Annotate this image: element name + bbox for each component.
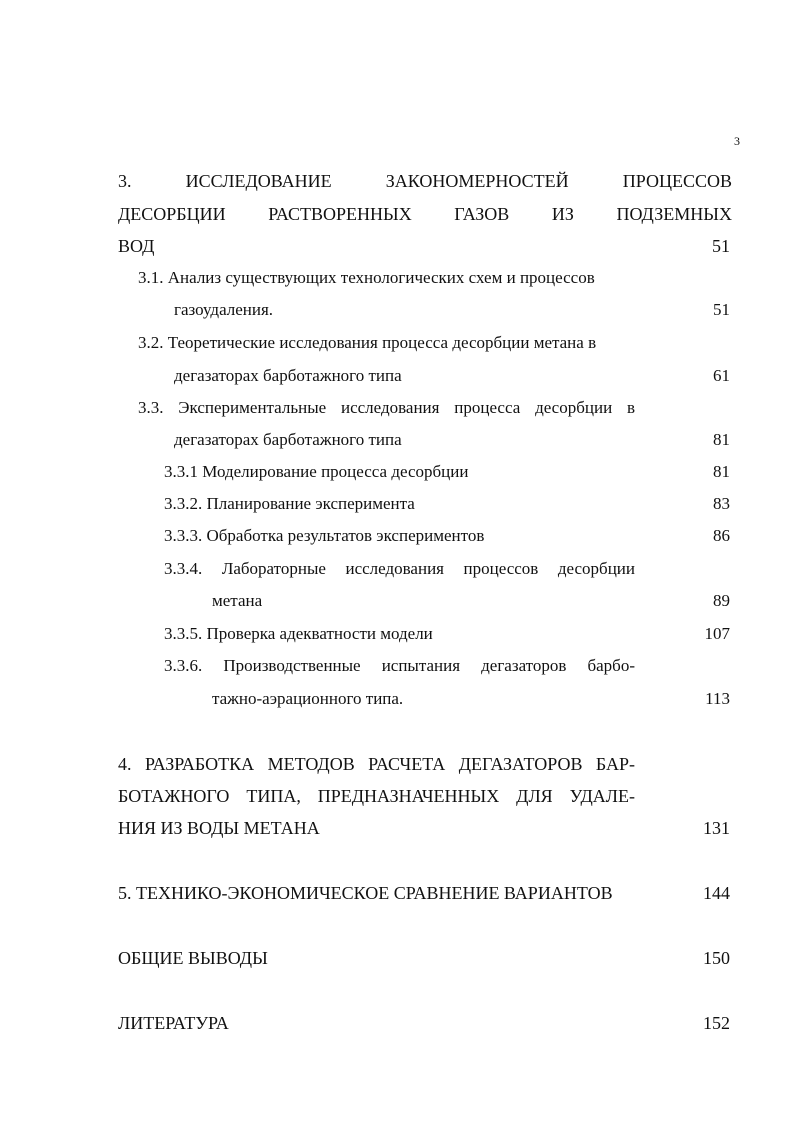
toc-literature-page: 152 xyxy=(703,1013,730,1033)
toc-s3-3-5-page: 107 xyxy=(704,624,730,643)
toc-ch3-page: 51 xyxy=(712,236,730,256)
toc-s3-3-6-line1: 3.3.6. Производственные испытания дегазаторов барбо- xyxy=(164,656,635,675)
toc-s3-3-4-page: 89 xyxy=(713,591,730,610)
toc-ch4-page: 131 xyxy=(703,818,730,838)
toc-ch4-line3: НИЯ ИЗ ВОДЫ МЕТАНА xyxy=(118,818,320,838)
toc-ch3-line1: 3. ИССЛЕДОВАНИЕ ЗАКОНОМЕРНОСТЕЙ ПРОЦЕССОВ xyxy=(118,171,732,191)
toc-ch4-line2: БОТАЖНОГО ТИПА, ПРЕДНАЗНАЧЕННЫХ ДЛЯ УДАЛЕ- xyxy=(118,786,635,806)
toc-s3-3-4-line2: метана xyxy=(212,591,263,610)
toc-s3-3-2-page: 83 xyxy=(713,494,730,513)
toc-ch5: 5. ТЕХНИКО-ЭКОНОМИЧЕСКОЕ СРАВНЕНИЕ ВАРИАНТОВ xyxy=(118,883,613,903)
toc-s3-3-3-page: 86 xyxy=(713,526,730,545)
toc-s3-3-2: 3.3.2. Планирование эксперимента xyxy=(164,494,415,513)
toc-literature: ЛИТЕРАТУРА xyxy=(118,1013,229,1033)
toc-ch3-line3: ВОД xyxy=(118,236,155,256)
toc-s3-3-page: 81 xyxy=(713,430,730,449)
toc-s3-3-4-line1: 3.3.4. Лабораторные исследования процессов десорбции xyxy=(164,559,635,578)
toc-s3-3-5: 3.3.5. Проверка адекватности модели xyxy=(164,624,433,643)
toc-ch5-page: 144 xyxy=(703,883,730,903)
toc-s3-1-line1: 3.1. Анализ существующих технологических схем и процессов xyxy=(138,268,595,287)
toc-s3-3-1-page: 81 xyxy=(713,462,730,481)
toc-conclusions-page: 150 xyxy=(703,948,730,968)
toc-conclusions: ОБЩИЕ ВЫВОДЫ xyxy=(118,948,268,968)
toc-ch4-line1: 4. РАЗРАБОТКА МЕТОДОВ РАСЧЕТА ДЕГАЗАТОРОВ БАР- xyxy=(118,754,635,774)
toc-s3-3-6-line2: тажно-аэрационного типа. xyxy=(212,689,404,708)
toc-s3-3-1: 3.3.1 Моделирование процесса десорбции xyxy=(164,462,469,481)
toc-s3-3-3: 3.3.3. Обработка результатов экспериментов xyxy=(164,526,485,545)
toc-s3-2-line1: 3.2. Теоретические исследования процесса десорбции метана в xyxy=(138,333,597,352)
toc-s3-2-line2: дегазаторах барботажного типа xyxy=(174,366,402,385)
page-number: 3 xyxy=(734,134,740,148)
toc-s3-3-line1: 3.3. Экспериментальные исследования процесса десорбции в xyxy=(138,398,635,417)
toc-ch3-line2: ДЕСОРБЦИИ РАСТВОРЕННЫХ ГАЗОВ ИЗ ПОДЗЕМНЫХ xyxy=(118,204,732,224)
toc-s3-2-page: 61 xyxy=(713,366,730,385)
toc-s3-3-6-page: 113 xyxy=(705,689,730,708)
toc-s3-1-line2: газоудаления. xyxy=(174,300,274,319)
toc-s3-3-line2: дегазаторах барботажного типа xyxy=(174,430,402,449)
toc-s3-1-page: 51 xyxy=(713,300,730,319)
